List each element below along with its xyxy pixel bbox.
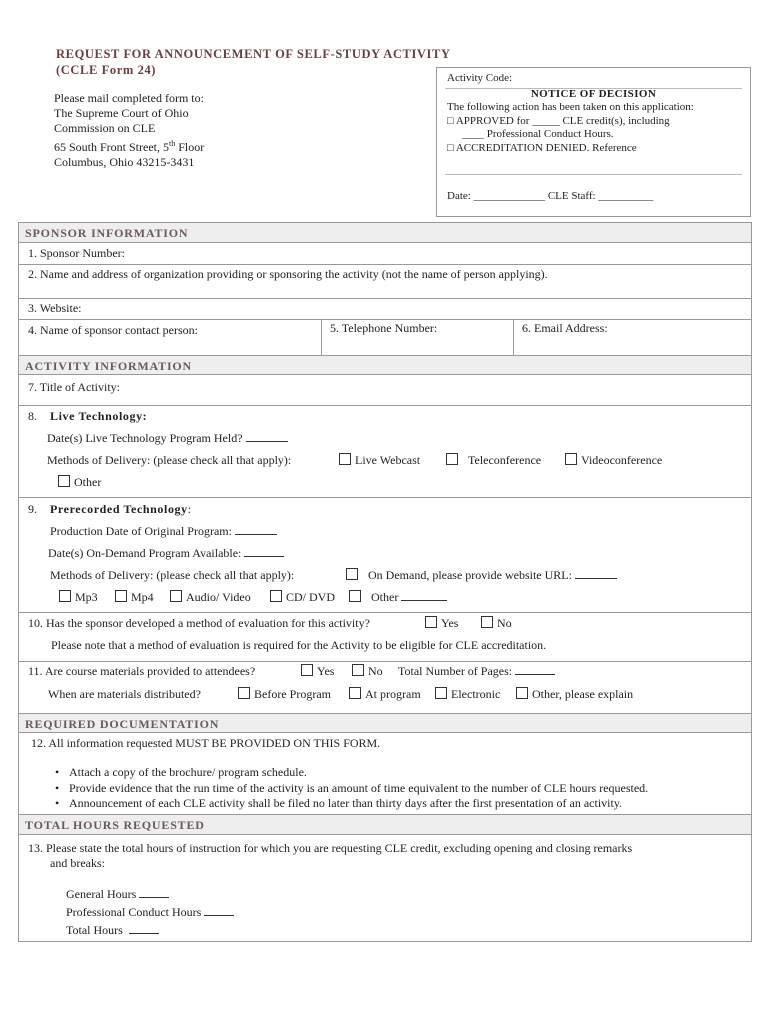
hours-row xyxy=(19,835,751,941)
email-label: 6. Email Address: xyxy=(522,321,608,335)
prerecorded-technology-row xyxy=(19,497,751,613)
before-program-checkbox[interactable] xyxy=(238,687,250,699)
materials-yes-option[interactable]: Yes xyxy=(301,664,334,679)
sponsor-name-label: 2. Name and address of organization providing or sponsoring the activity (not the name of person applying). xyxy=(28,267,548,281)
audio-video-option[interactable]: Audio/ Video xyxy=(170,590,251,605)
notice-line1: The following action has been taken on this application: xyxy=(447,101,694,113)
section-sponsor-information: SPONSOR INFORMATION xyxy=(19,223,751,243)
general-hours-label: General Hours xyxy=(66,887,169,902)
documentation-bullet-list xyxy=(51,765,648,812)
materials-yes-checkbox[interactable] xyxy=(301,664,313,676)
production-date-blank[interactable] xyxy=(235,534,277,535)
section-required-documentation: REQUIRED DOCUMENTATION xyxy=(19,713,751,733)
approved-checkbox-icon[interactable]: □ xyxy=(447,115,454,127)
materials-when-label: When are materials distributed? xyxy=(48,687,201,701)
live-other-checkbox[interactable] xyxy=(58,475,70,487)
ondemand-checkbox[interactable] xyxy=(346,568,358,580)
live-methods-label: Methods of Delivery: (please check all that apply): xyxy=(47,453,292,467)
sponsor-name-row[interactable] xyxy=(19,264,751,299)
professional-hours-label: Professional Conduct Hours xyxy=(66,905,234,920)
activity-title-label: 7. Title of Activity: xyxy=(28,380,121,394)
materials-other-checkbox[interactable] xyxy=(516,687,528,699)
mail-intro: Please mail completed form to: xyxy=(54,91,204,105)
live-dates-blank[interactable] xyxy=(246,441,288,442)
mp3-checkbox[interactable] xyxy=(59,590,71,602)
mail-line4: Columbus, Ohio 43215-3431 xyxy=(54,155,195,169)
mail-line1: The Supreme Court of Ohio xyxy=(54,106,189,120)
mp4-checkbox[interactable] xyxy=(115,590,127,602)
evaluation-no-checkbox[interactable] xyxy=(481,616,493,628)
at-program-option[interactable]: At program xyxy=(349,687,421,702)
notice-approved: □ APPROVED for _____ CLE credit(s), including xyxy=(447,115,670,127)
live-webcast-option[interactable]: Live Webcast xyxy=(339,453,420,468)
notice-heading: NOTICE OF DECISION xyxy=(530,88,657,100)
electronic-option[interactable]: Electronic xyxy=(435,687,500,702)
at-program-checkbox[interactable] xyxy=(349,687,361,699)
form-title-line1: REQUEST FOR ANNOUNCEMENT OF SELF-STUDY ACTIVITY xyxy=(56,47,451,61)
notice-of-decision-box xyxy=(436,67,751,217)
mailing-address xyxy=(54,91,204,170)
evaluation-yes-checkbox[interactable] xyxy=(425,616,437,628)
general-hours-blank[interactable] xyxy=(139,897,169,898)
materials-no-checkbox[interactable] xyxy=(352,664,364,676)
q9-number: 9. xyxy=(28,502,37,516)
documentation-row xyxy=(19,733,751,814)
website-row[interactable] xyxy=(19,298,751,320)
ondemand-url-blank[interactable] xyxy=(575,578,617,579)
notice-pc-hours: ____ Professional Conduct Hours. xyxy=(462,128,614,140)
live-technology-row xyxy=(19,405,751,498)
live-technology-title: Live Technology: xyxy=(50,409,148,423)
prerecorded-other-option[interactable]: Other xyxy=(349,590,447,605)
prerecorded-methods-label: Methods of Delivery: (please check all that apply): xyxy=(50,568,295,582)
evaluation-note: Please note that a method of evaluation is required for the Activity to be eligible for CLE accreditation. xyxy=(51,638,547,652)
form-title xyxy=(56,46,451,78)
mail-line2: Commission on CLE xyxy=(54,121,156,135)
list-item: • Provide evidence that the run time of the activity is an amount of time equivalent to the number of CLE hours requested. xyxy=(51,781,648,797)
before-program-option[interactable]: Before Program xyxy=(238,687,331,702)
materials-no-option[interactable]: No xyxy=(352,664,383,679)
sponsor-number-label: 1. Sponsor Number: xyxy=(28,246,125,260)
other-blank[interactable] xyxy=(401,600,447,601)
notice-denied: □ ACCREDITATION DENIED. Reference xyxy=(447,142,637,154)
audio-video-checkbox[interactable] xyxy=(170,590,182,602)
videoconference-option[interactable]: Videoconference xyxy=(565,453,662,468)
teleconference-option[interactable]: Teleconference xyxy=(446,453,541,468)
section-total-hours-requested: TOTAL HOURS REQUESTED xyxy=(19,814,751,835)
ondemand-dates-label: Date(s) On-Demand Program Available: xyxy=(48,546,284,561)
materials-other-option[interactable]: Other, please explain xyxy=(516,687,633,702)
website-label: 3. Website: xyxy=(28,301,82,315)
live-webcast-checkbox[interactable] xyxy=(339,453,351,465)
activity-code-label: Activity Code: xyxy=(447,72,513,84)
live-dates-label: Date(s) Live Technology Program Held? xyxy=(47,431,288,446)
section-activity-information: ACTIVITY INFORMATION xyxy=(19,355,751,375)
materials-row xyxy=(19,661,751,714)
notice-date-staff: Date: _____________ CLE Staff: __________ xyxy=(447,190,654,202)
documentation-requirement: 12. All information requested MUST BE PROVIDED ON THIS FORM. xyxy=(31,736,381,750)
cd-dvd-option[interactable]: CD/ DVD xyxy=(270,590,335,605)
production-date-label: Production Date of Original Program: xyxy=(50,524,277,539)
ondemand-option[interactable]: On Demand, please provide website URL: xyxy=(346,568,617,583)
mail-line3: 65 South Front Street, 5th Floor xyxy=(54,139,205,154)
prerecorded-technology-title: Prerecorded Technology: xyxy=(50,502,192,516)
evaluation-yes-option[interactable]: Yes xyxy=(425,616,458,631)
q8-number: 8. xyxy=(28,409,37,423)
list-item: • Announcement of each CLE activity shall be filed no later than thirty days after the first presentation of an activity. xyxy=(51,796,648,812)
divider xyxy=(321,319,322,355)
divider xyxy=(513,319,514,355)
sponsor-number-row[interactable] xyxy=(19,243,751,265)
list-item: • Attach a copy of the brochure/ program schedule. xyxy=(51,765,648,781)
teleconference-checkbox[interactable] xyxy=(446,453,458,465)
mp4-option[interactable]: Mp4 xyxy=(115,590,154,605)
prerecorded-other-checkbox[interactable] xyxy=(349,590,361,602)
telephone-label: 5. Telephone Number: xyxy=(330,321,438,335)
title-row[interactable] xyxy=(19,375,751,406)
live-other-option[interactable]: Other xyxy=(58,475,101,490)
total-hours-blank[interactable] xyxy=(129,933,159,934)
total-hours-label: Total Hours xyxy=(66,923,159,938)
evaluation-row xyxy=(19,612,751,662)
professional-hours-blank[interactable] xyxy=(204,915,234,916)
total-pages-blank[interactable] xyxy=(515,674,555,675)
total-pages-label: Total Number of Pages: xyxy=(398,664,555,679)
form-title-line2: (CCLE Form 24) xyxy=(56,63,157,77)
electronic-checkbox[interactable] xyxy=(435,687,447,699)
contact-row xyxy=(19,319,751,356)
cd-dvd-checkbox[interactable] xyxy=(270,590,282,602)
contact-person-label: 4. Name of sponsor contact person: xyxy=(28,323,198,337)
hours-question-line1: 13. Please state the total hours of instruction for which you are requesting CLE credit, excluding opening and closing remarks xyxy=(28,841,633,855)
application-form xyxy=(18,222,752,942)
divider xyxy=(445,174,742,175)
mp3-option[interactable]: Mp3 xyxy=(59,590,98,605)
denied-checkbox-icon[interactable]: □ xyxy=(447,142,454,154)
evaluation-no-option[interactable]: No xyxy=(481,616,512,631)
evaluation-question: 10. Has the sponsor developed a method of evaluation for this activity? xyxy=(28,616,370,630)
hours-question-line2: and breaks: xyxy=(50,856,105,870)
materials-question: 11. Are course materials provided to attendees? xyxy=(28,664,256,678)
videoconference-checkbox[interactable] xyxy=(565,453,577,465)
ondemand-dates-blank[interactable] xyxy=(244,556,284,557)
